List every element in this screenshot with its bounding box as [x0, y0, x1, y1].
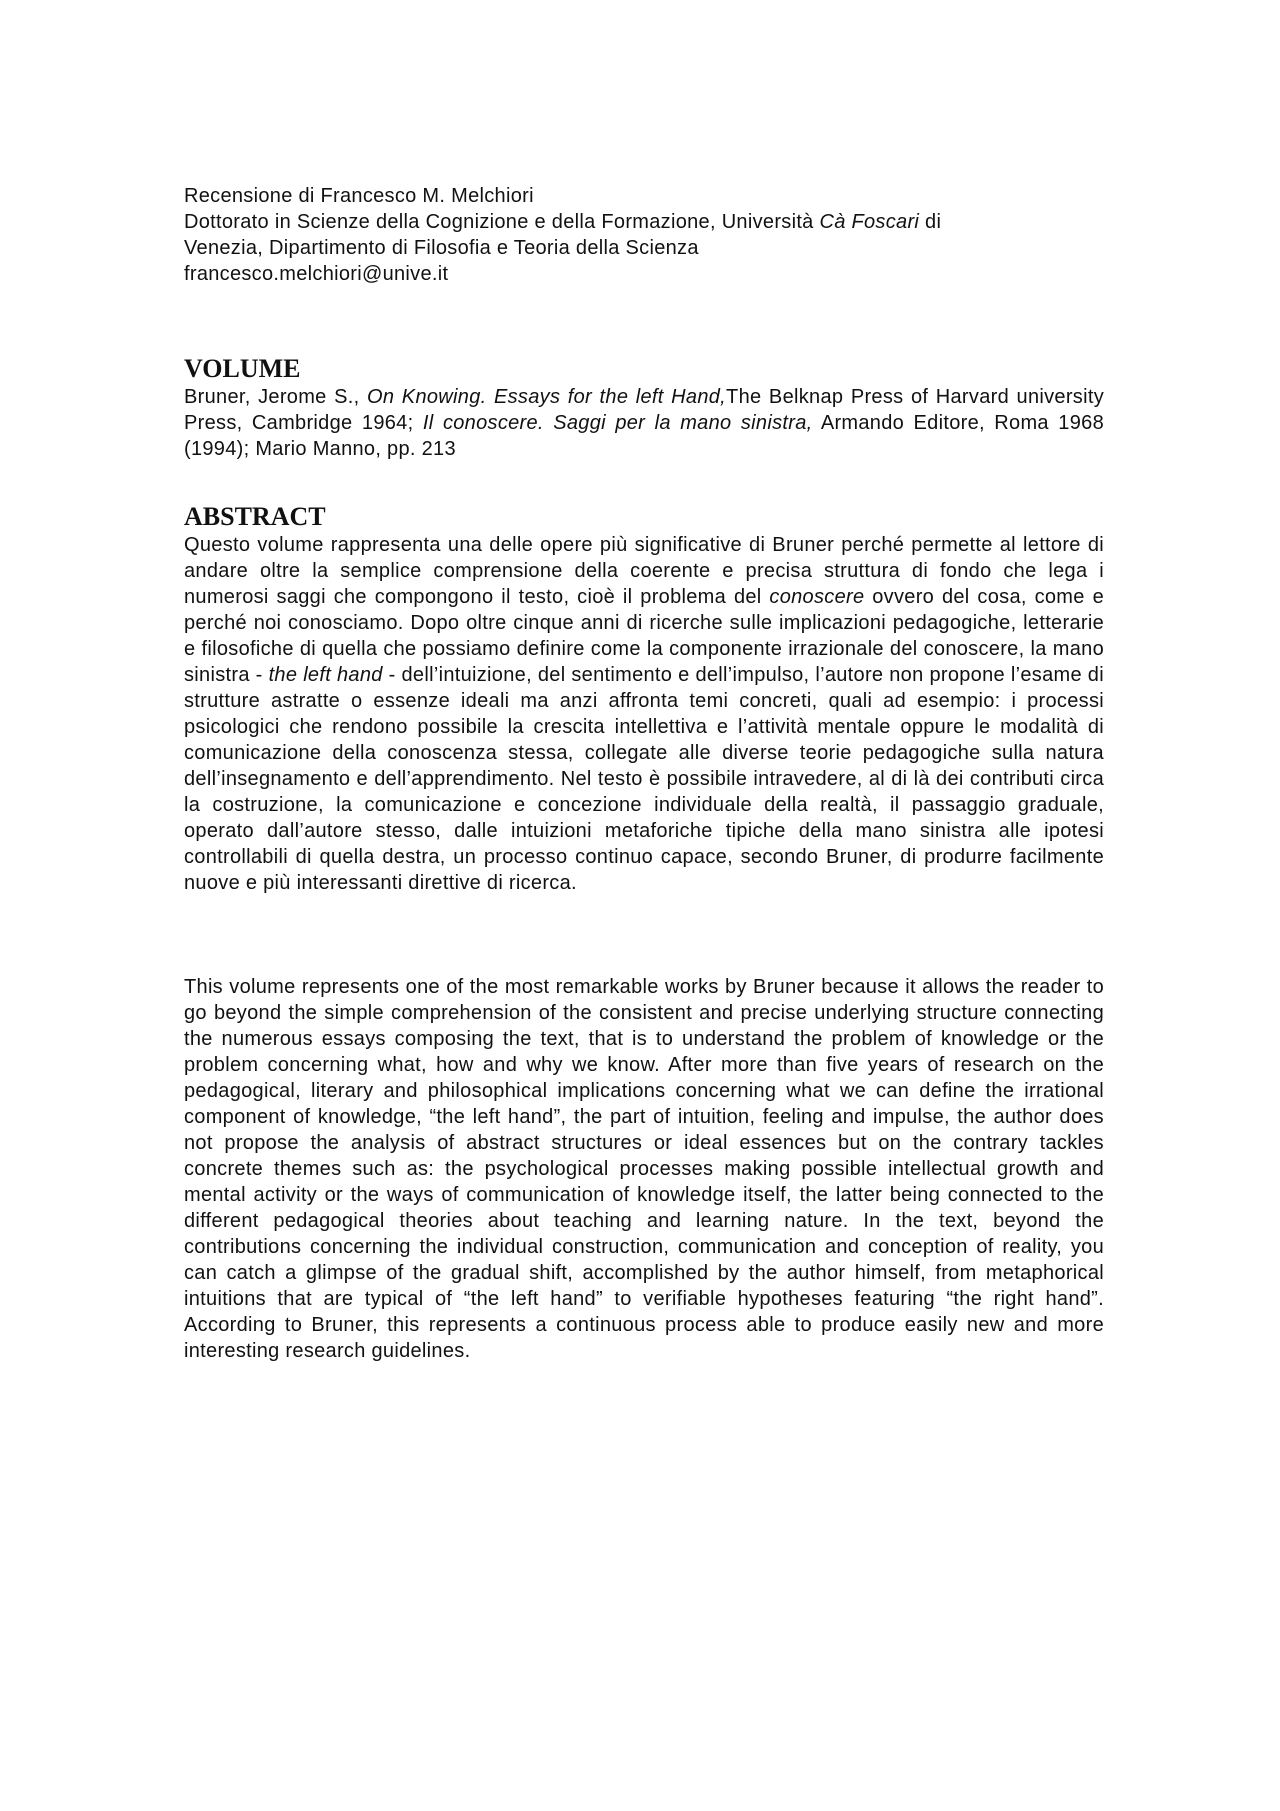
reviewer-email: francesco.melchiori@unive.it — [184, 263, 449, 285]
volume-citation — [184, 384, 1104, 462]
citation-publisher-it: Armando Editore, Roma 1968 (1994); Mario Manno, pp. 213 — [184, 412, 1104, 460]
document-page — [184, 183, 1104, 1364]
abstract-heading: ABSTRACT — [184, 502, 326, 531]
abstract-english: This volume represents one of the most remarkable works by Bruner because it allows the reader to go beyond the simple comprehension of the consistent and precise underlying structure connecting the numerous essays composing the text, that is to understand the problem of knowledge or the problem concerning what, how and why we know. After more than five years of research on the pedagogical, literary and philosophical implications concerning what we can define the irrational component of knowledge, “the left hand”, the part of intuition, feeling and impulse, the author does not propose the analysis of abstract structures or ideal essences but on the contrary tackles concrete themes such as: the psychological processes making possible intellectual growth and mental activity or the ways of communication of knowledge itself, the latter being connected to the different pedagogical theories about teaching and learning nature. In the text, beyond the contributions concerning the individual construction, communication and conception of reality, you can catch a glimpse of the gradual shift, accomplished by the author himself, from metaphorical intuitions that are typical of “the left hand” to verifiable hypotheses featuring “the right hand”. According to Bruner, this represents a continuous process able to produce easily new and more interesting research guidelines. — [184, 976, 1104, 1362]
citation-author: Bruner, Jerome S., — [184, 386, 367, 408]
citation-publisher-en: The Belknap Press of Harvard university Press, Cambridge 1964; — [184, 386, 1104, 434]
reviewer-affiliation: Dottorato in Scienze della Cognizione e della Formazione, Università Cà Foscari di Venezia, Dipartimento di Filosofia e Teoria della Scienza — [184, 211, 942, 259]
reviewer-header — [184, 183, 1104, 287]
volume-heading: VOLUME — [184, 354, 301, 383]
citation-title-en: On Knowing. Essays for the left Hand, — [367, 386, 727, 408]
department-line: Venezia, Dipartimento di Filosofia e Teoria della Scienza — [184, 237, 699, 259]
abstract-italian: Questo volume rappresenta una delle opere più significative di Bruner perché permette al lettore di andare oltre la semplice comprensione della coerente e precisa struttura di fondo che lega i numerosi saggi che compongono il testo, cioè il problema del conoscere ovvero del cosa, come e perché noi conosciamo. Dopo oltre cinque anni di ricerche sulle implicazioni pedagogiche, letterarie e filosofiche di quella che possiamo definire come la componente irrazionale del conoscere, la mano sinistra - the left hand - dell’intuizione, del sentimento e dell’impulso, l’autore non propone l’esame di strutture astratte o essenze ideali ma anzi affronta temi concreti, quali ad esempio: i processi psicologici che rendono possibile la crescita intellettiva e l’attività mentale oppure le modalità di comunicazione della conoscenza stessa, collegate alle diverse teorie pedagogiche sulla natura dell’insegnamento e dell’apprendimento. Nel testo è possibile intravedere, al di là dei contributi circa la costruzione, la comunicazione e concezione individuale della realtà, il passaggio graduale, operato dall’autore stesso, dalle intuizioni metaforiche tipiche della mano sinistra alle ipotesi controllabili di quella destra, un processo continuo capace, secondo Bruner, di produrre facilmente nuove e più interessanti direttive di ricerca. — [184, 534, 1104, 894]
citation-title-it: Il conoscere. Saggi per la mano sinistra, — [422, 412, 813, 434]
university-name: Cà Foscari — [819, 211, 920, 233]
reviewer-name: Recensione di Francesco M. Melchiori — [184, 185, 534, 207]
